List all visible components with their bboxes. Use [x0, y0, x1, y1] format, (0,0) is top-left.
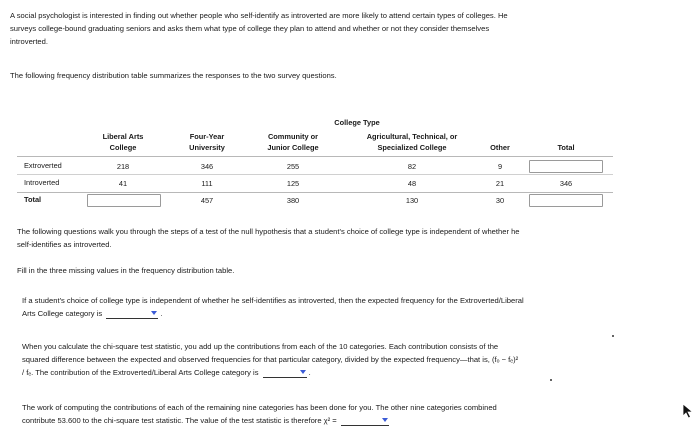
cell-total-other: 30 — [495, 196, 505, 205]
q2-line-2: squared difference between the expected and observed frequencies for that particular category, divided by the expected frequency—that is, (fₒ − fₑ)² — [22, 355, 519, 364]
test-instructions — [17, 225, 617, 251]
q2-prefix: / fₑ. The contribution of the Extroverted/Liberal Arts College category is — [22, 368, 259, 377]
q3-prefix: contribute 53.600 to the chi-square test statistic. The value of the test statistic is therefore χ² = — [22, 416, 337, 425]
q1-prefix: Arts College category is — [22, 309, 103, 318]
col-header-community: Community or Junior College — [267, 132, 319, 152]
college-type-header: College Type — [334, 118, 380, 127]
row-label-introverted: Introverted — [24, 178, 60, 187]
cell-extroverted-community: 255 — [286, 162, 300, 171]
instructions-line-2: self-identifies as introverted. — [17, 240, 112, 249]
table-intro: The following frequency distribution table summarizes the responses to the two survey questions. — [10, 71, 337, 80]
fill-instruction: Fill in the three missing values in the frequency distribution table. — [17, 266, 235, 275]
chevron-down-icon — [151, 311, 157, 315]
cell-introverted-liberal-arts: 41 — [118, 179, 128, 188]
cell-introverted-agricultural: 48 — [407, 179, 417, 188]
cell-extroverted-other: 9 — [497, 162, 503, 171]
q2-line-3: / fₑ. The contribution of the Extroverted/Liberal Arts College category is . — [22, 368, 311, 377]
stray-dot-2 — [550, 379, 552, 381]
stray-dot — [612, 335, 614, 337]
instructions-line-1: The following questions walk you through the steps of a test of the null hypothesis that a student's choice of college type is independent of whether he — [17, 227, 520, 236]
col-header-agricultural: Agricultural, Technical, or Specialized College — [366, 132, 458, 152]
question-test-statistic — [22, 401, 632, 427]
q1-line-2: Arts College category is . — [22, 309, 163, 318]
question-contribution — [22, 340, 632, 379]
intro-line-1: A social psychologist is interested in finding out whether people who self-identify as introverted are more likely to attend certain types of colleges. He — [10, 11, 508, 20]
chevron-down-icon — [382, 418, 388, 422]
total-liberal-arts-input[interactable] — [87, 194, 161, 207]
col-header-liberal-arts: Liberal Arts College — [102, 132, 144, 152]
cell-introverted-other: 21 — [495, 179, 505, 188]
cell-introverted-community: 125 — [286, 179, 300, 188]
cell-extroverted-four-year: 346 — [200, 162, 214, 171]
row-divider-2 — [17, 192, 613, 193]
mouse-pointer-icon — [682, 403, 694, 419]
q3-line-2 — [22, 414, 632, 427]
cell-introverted-four-year: 111 — [201, 179, 213, 188]
cell-total-four-year: 457 — [200, 196, 214, 205]
row-label-extroverted: Extroverted — [24, 161, 62, 170]
grand-total-input[interactable] — [529, 194, 603, 207]
question-expected-frequency — [22, 294, 622, 320]
chevron-down-icon — [300, 370, 306, 374]
contribution-dropdown[interactable] — [263, 368, 307, 378]
cell-total-community: 380 — [286, 196, 300, 205]
col-header-total: Total — [557, 143, 575, 152]
extroverted-total-input[interactable] — [529, 160, 603, 173]
col-header-other: Other — [490, 143, 510, 152]
q2-line-1: When you calculate the chi-square test statistic, you add up the contributions from each of the 10 categories. Each contribution consists of the — [22, 342, 499, 351]
cell-introverted-total: 346 — [559, 179, 573, 188]
q1-line-1: If a student's choice of college type is independent of whether he self-identifies as introverted, then the expected frequency for the Extroverted/Liberal — [22, 296, 524, 305]
frequency-distribution-table — [17, 114, 613, 210]
q3-line-1: The work of computing the contributions of each of the remaining nine categories has been done for you. The other nine categories combined — [22, 403, 497, 412]
header-divider — [17, 156, 613, 157]
row-divider-1 — [17, 174, 613, 175]
intro-line-2: surveys college-bound graduating seniors and asks them what type of college they plan to attend and whether or not they consider themselves — [10, 24, 490, 33]
cell-extroverted-liberal-arts: 218 — [116, 162, 130, 171]
col-header-four-year: Four-Year University — [189, 132, 225, 152]
problem-intro — [10, 9, 610, 48]
intro-line-3: introverted. — [10, 37, 48, 46]
row-label-total: Total — [24, 195, 42, 204]
expected-frequency-dropdown[interactable] — [106, 309, 158, 319]
cell-extroverted-agricultural: 82 — [407, 162, 417, 171]
cell-total-agricultural: 130 — [405, 196, 419, 205]
